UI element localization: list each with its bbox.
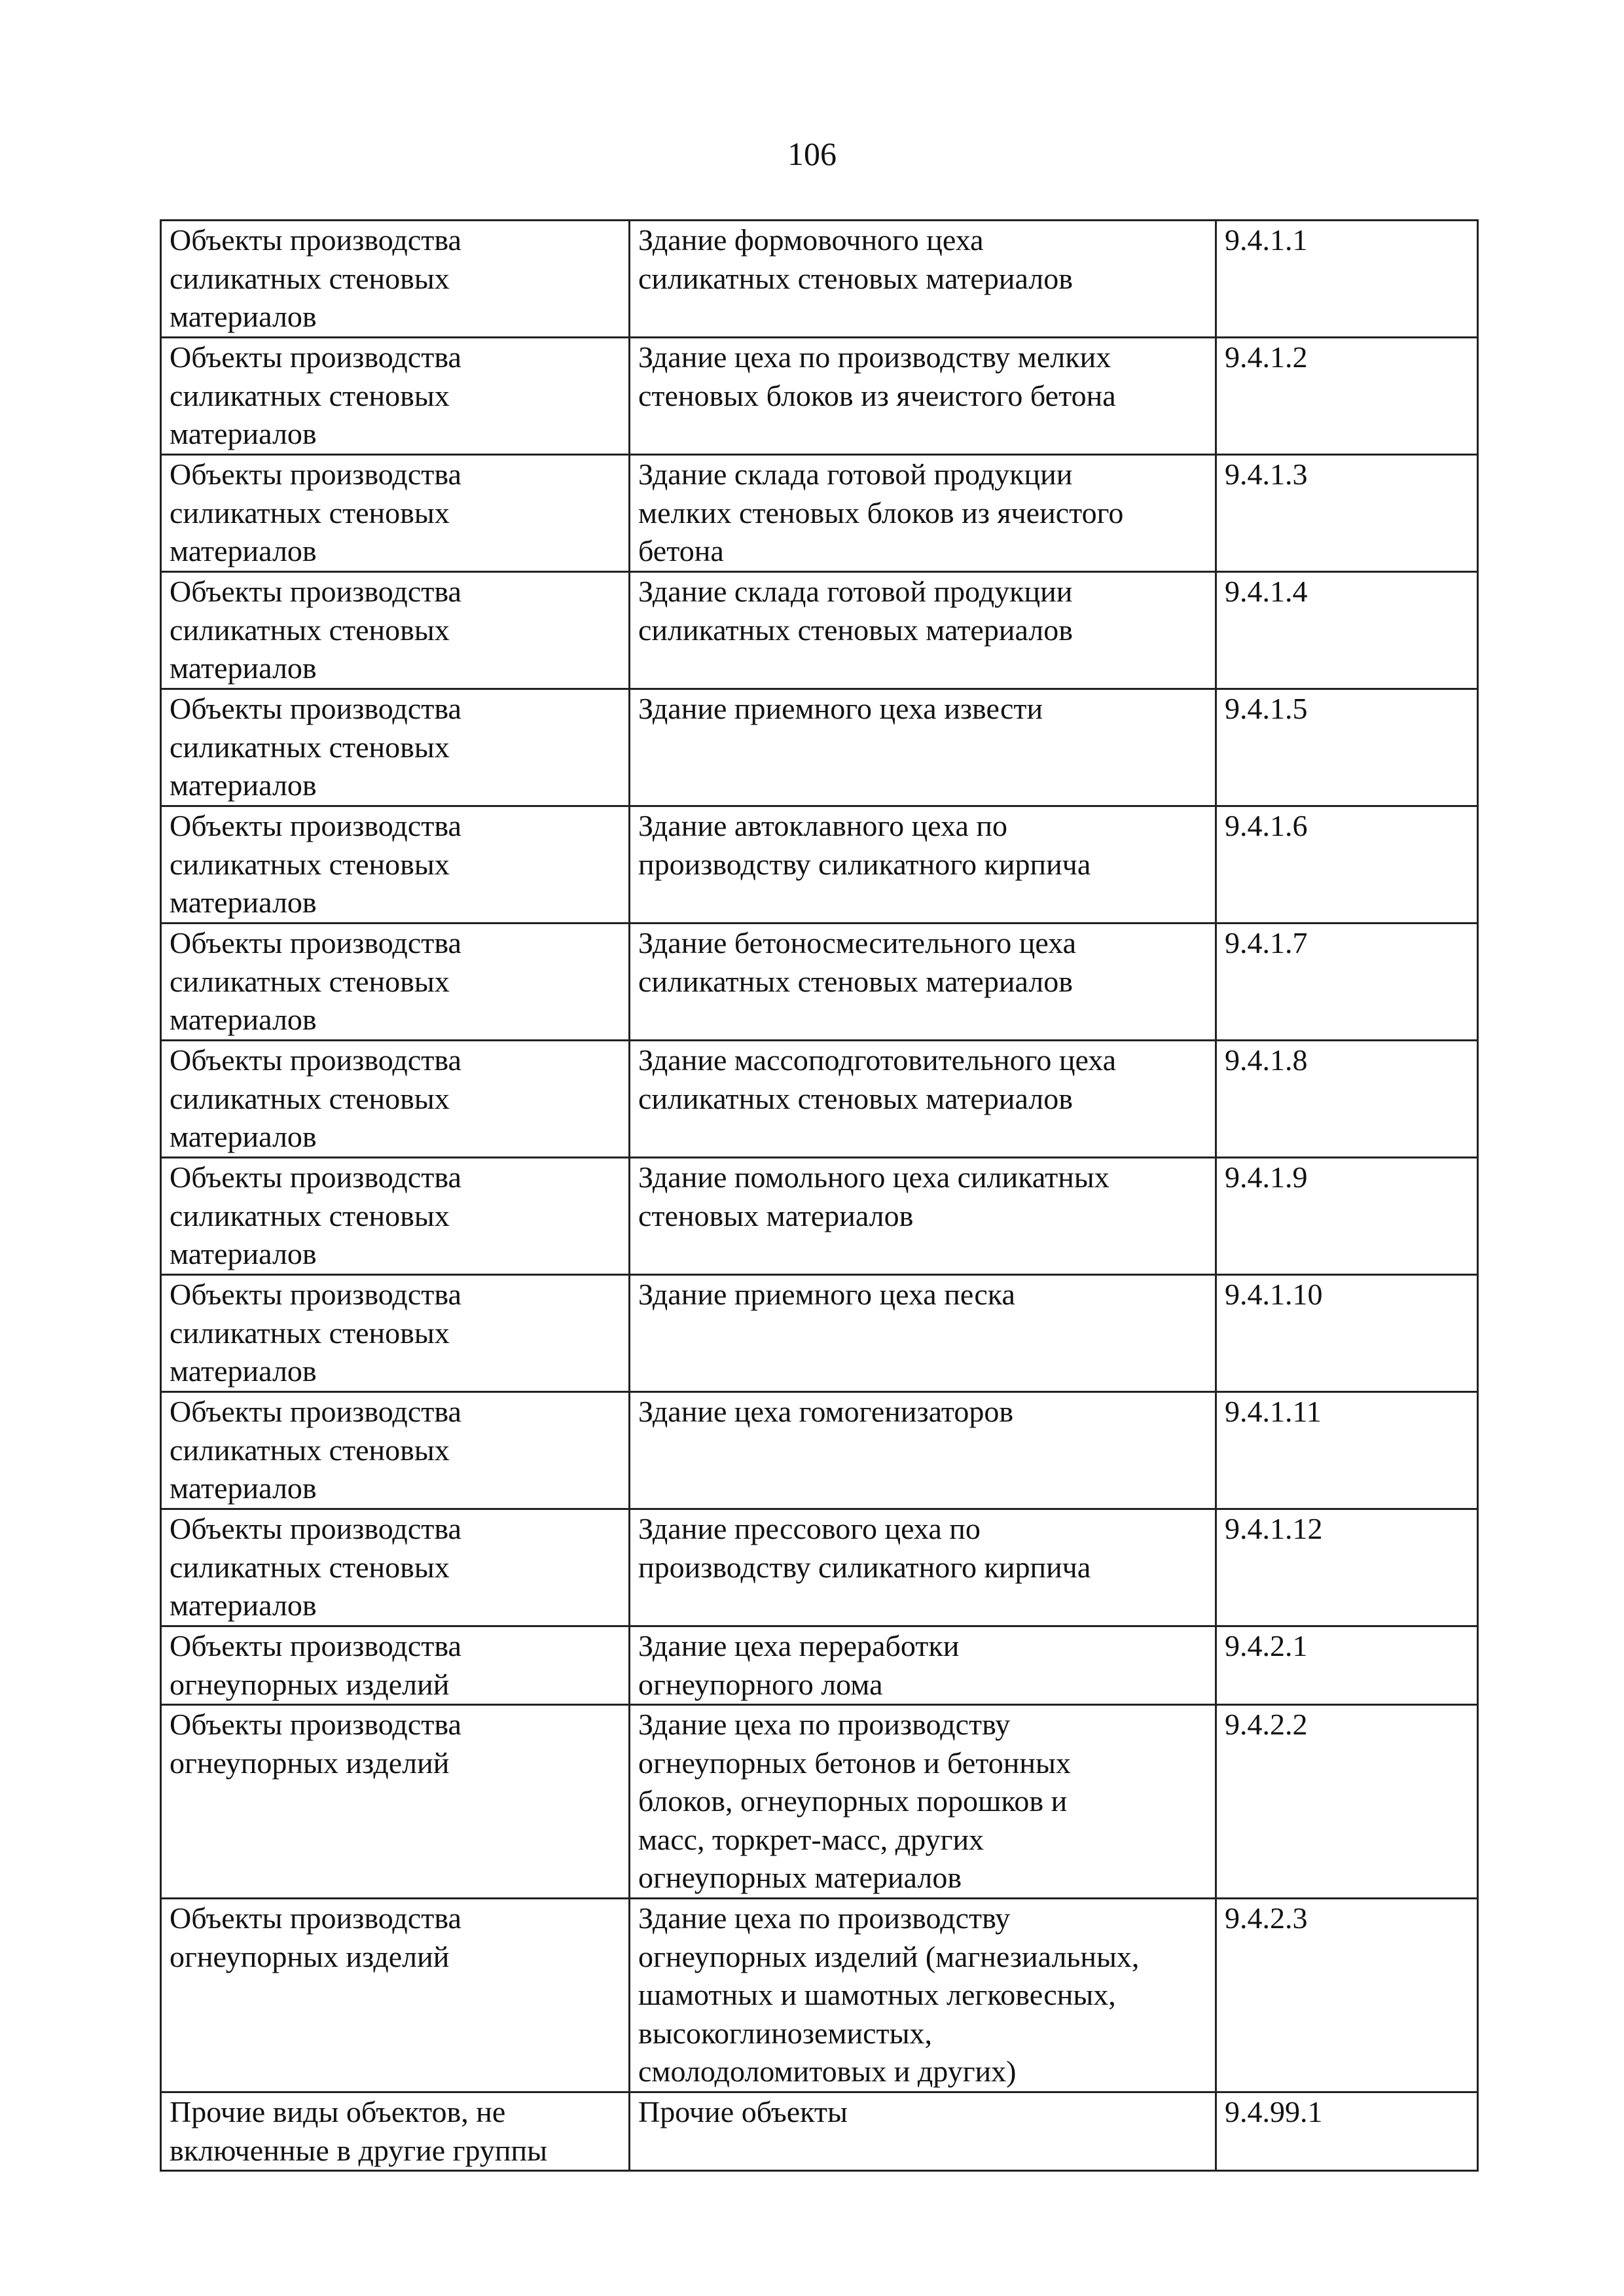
- code-cell: 9.4.2.1: [1216, 1626, 1478, 1705]
- object-cell: Здание формовочного цеха силикатных стеновых материалов: [630, 221, 1216, 338]
- code-cell: 9.4.1.5: [1216, 689, 1478, 806]
- object-cell: Здание цеха по производству огнеупорных изделий (магнезиальных, шамотных и шамотных легковесных, высокоглиноземистых, смолодоломитовых и других): [630, 1899, 1216, 2092]
- object-cell: Здание приемного цеха песка: [630, 1275, 1216, 1392]
- code-cell: 9.4.2.3: [1216, 1899, 1478, 2092]
- group-cell: Объекты производства силикатных стеновых материалов: [161, 689, 630, 806]
- table-row: [161, 1899, 1478, 2092]
- object-cell: Здание склада готовой продукции мелких стеновых блоков из ячеистого бетона: [630, 455, 1216, 572]
- table-row: [161, 2092, 1478, 2171]
- table-row: [161, 1705, 1478, 1899]
- object-cell: Здание прессового цеха по производству силикатного кирпича: [630, 1509, 1216, 1626]
- object-cell: Здание помольного цеха силикатных стеновых материалов: [630, 1158, 1216, 1275]
- code-cell: 9.4.1.2: [1216, 338, 1478, 455]
- code-cell: 9.4.1.4: [1216, 572, 1478, 689]
- object-cell: Здание цеха по производству огнеупорных бетонов и бетонных блоков, огнеупорных порошков и масс, торкрет-масс, других огнеупорных материалов: [630, 1705, 1216, 1899]
- code-cell: 9.4.1.8: [1216, 1041, 1478, 1158]
- object-cell: Здание приемного цеха извести: [630, 689, 1216, 806]
- table-row: [161, 221, 1478, 338]
- object-cell: Здание цеха гомогенизаторов: [630, 1392, 1216, 1509]
- object-cell: Здание склада готовой продукции силикатных стеновых материалов: [630, 572, 1216, 689]
- code-cell: 9.4.99.1: [1216, 2092, 1478, 2171]
- code-cell: 9.4.1.6: [1216, 806, 1478, 924]
- table-row: [161, 1626, 1478, 1705]
- code-cell: 9.4.1.12: [1216, 1509, 1478, 1626]
- table-row: [161, 338, 1478, 455]
- group-cell: Объекты производства силикатных стеновых материалов: [161, 1509, 630, 1626]
- table-row: [161, 1158, 1478, 1275]
- group-cell: Объекты производства силикатных стеновых материалов: [161, 572, 630, 689]
- object-cell: Здание цеха переработки огнеупорного лома: [630, 1626, 1216, 1705]
- group-cell: Прочие виды объектов, не включенные в другие группы: [161, 2092, 630, 2171]
- code-cell: 9.4.1.10: [1216, 1275, 1478, 1392]
- page-number: 106: [787, 135, 837, 172]
- group-cell: Объекты производства силикатных стеновых материалов: [161, 1041, 630, 1158]
- table-row: [161, 806, 1478, 924]
- group-cell: Объекты производства огнеупорных изделий: [161, 1705, 630, 1899]
- group-cell: Объекты производства силикатных стеновых материалов: [161, 455, 630, 572]
- code-cell: 9.4.1.3: [1216, 455, 1478, 572]
- object-cell: Прочие объекты: [630, 2092, 1216, 2171]
- table-row: [161, 1041, 1478, 1158]
- group-cell: Объекты производства огнеупорных изделий: [161, 1626, 630, 1705]
- group-cell: Объекты производства огнеупорных изделий: [161, 1899, 630, 2092]
- group-cell: Объекты производства силикатных стеновых материалов: [161, 1275, 630, 1392]
- table-row: [161, 1392, 1478, 1509]
- object-cell: Здание бетоносмесительного цеха силикатных стеновых материалов: [630, 924, 1216, 1041]
- code-cell: 9.4.1.11: [1216, 1392, 1478, 1509]
- table-row: [161, 924, 1478, 1041]
- group-cell: Объекты производства силикатных стеновых материалов: [161, 806, 630, 924]
- table-row: [161, 1509, 1478, 1626]
- object-cell: Здание массоподготовительного цеха силикатных стеновых материалов: [630, 1041, 1216, 1158]
- classification-table: [160, 219, 1479, 2172]
- group-cell: Объекты производства силикатных стеновых материалов: [161, 1392, 630, 1509]
- code-cell: 9.4.1.7: [1216, 924, 1478, 1041]
- group-cell: Объекты производства силикатных стеновых материалов: [161, 924, 630, 1041]
- code-cell: 9.4.1.9: [1216, 1158, 1478, 1275]
- table-row: [161, 572, 1478, 689]
- group-cell: Объекты производства силикатных стеновых материалов: [161, 221, 630, 338]
- object-cell: Здание цеха по производству мелких стеновых блоков из ячеистого бетона: [630, 338, 1216, 455]
- table-row: [161, 1275, 1478, 1392]
- group-cell: Объекты производства силикатных стеновых материалов: [161, 1158, 630, 1275]
- table-row: [161, 455, 1478, 572]
- object-cell: Здание автоклавного цеха по производству силикатного кирпича: [630, 806, 1216, 924]
- table-row: [161, 689, 1478, 806]
- code-cell: 9.4.1.1: [1216, 221, 1478, 338]
- code-cell: 9.4.2.2: [1216, 1705, 1478, 1899]
- group-cell: Объекты производства силикатных стеновых материалов: [161, 338, 630, 455]
